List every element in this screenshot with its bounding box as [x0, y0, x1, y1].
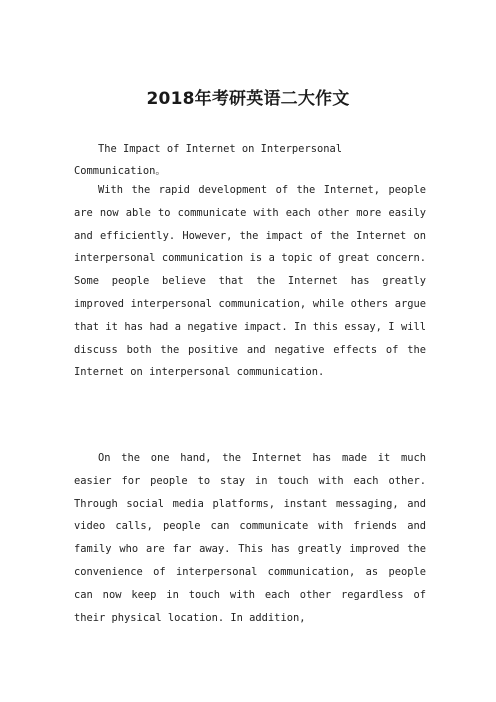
- paragraph-1: With the rapid development of the Internet, people are now able to communicate with each other more easily and efficiently. However, the impact of the Internet on interpersonal communication is a topic of great concern. Some people believe that the Internet has greatly improved interpersonal communication, while others argue that it has had a negative impact. In this essay, I will discuss both the positive and negative effects of the Internet on interpersonal communication.: [74, 184, 426, 379]
- essay-subtitle: The Impact of Internet on Interpersonal Communication。: [74, 143, 342, 177]
- paragraph-2: On the one hand, the Internet has made it much easier for people to stay in touch with each other. Through social media platforms, instant messaging, and video calls, people can communicate with friends and family who are far away. This has greatly improved the convenience of interpersonal communication, as people can now keep in touch with each other regardless of their physical location. In addition,: [74, 452, 426, 624]
- document-title: 2018年考研英语二大作文: [146, 89, 350, 109]
